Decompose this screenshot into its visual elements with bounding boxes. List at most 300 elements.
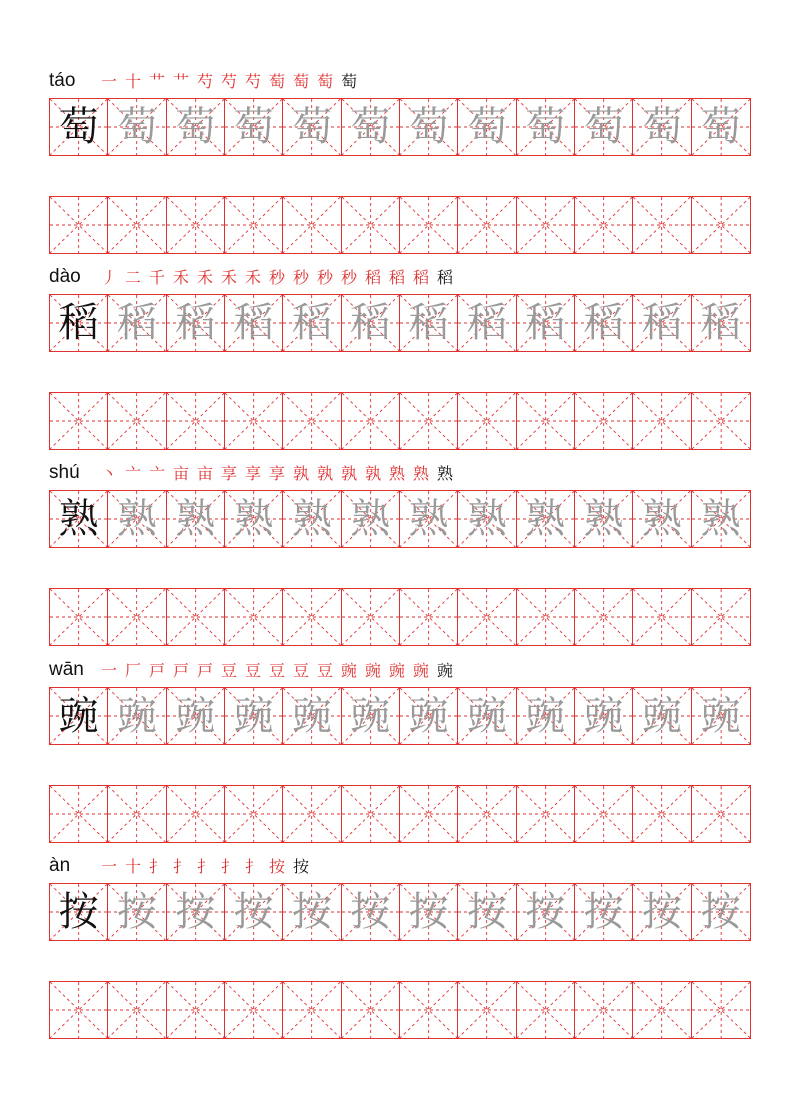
mi-grid-guide xyxy=(458,786,515,842)
model-character: 按 xyxy=(58,889,99,935)
mi-grid-guide xyxy=(108,982,165,1038)
pinyin-label: dào xyxy=(49,266,81,287)
mi-grid-guide xyxy=(692,393,750,449)
trace-character: 熟 xyxy=(291,496,332,542)
trace-character: 萄 xyxy=(525,104,566,150)
trace-character: 熟 xyxy=(700,496,741,542)
grid-cell[interactable] xyxy=(400,786,458,842)
trace-character: 萄 xyxy=(175,104,216,150)
grid-cell[interactable] xyxy=(108,197,166,253)
mi-grid-guide xyxy=(342,589,399,645)
grid-cell[interactable] xyxy=(633,688,691,744)
grid-cell[interactable] xyxy=(400,688,458,744)
trace-character: 豌 xyxy=(700,693,741,739)
grid-cell[interactable] xyxy=(400,99,458,155)
mi-grid-guide xyxy=(283,393,340,449)
grid-cell[interactable] xyxy=(458,786,516,842)
mi-grid-guide xyxy=(225,393,282,449)
mi-grid-guide xyxy=(400,786,457,842)
grid-cell[interactable] xyxy=(108,688,166,744)
trace-character: 熟 xyxy=(408,496,449,542)
grid-cell[interactable] xyxy=(225,982,283,1038)
stroke-step: 亩 xyxy=(196,464,213,483)
grid-cell[interactable] xyxy=(517,786,575,842)
grid-cell[interactable] xyxy=(167,197,225,253)
stroke-step: 豌 xyxy=(340,661,357,680)
grid-cell[interactable] xyxy=(50,884,108,940)
grid-cell[interactable] xyxy=(400,884,458,940)
stroke-step: 一 xyxy=(100,72,117,91)
grid-cell[interactable] xyxy=(283,99,341,155)
mi-grid-guide xyxy=(458,393,515,449)
mi-grid-guide xyxy=(225,786,282,842)
stroke-step: 稻 xyxy=(412,268,429,287)
mi-grid-guide xyxy=(167,982,224,1038)
tracing-grid-row xyxy=(49,883,751,941)
stroke-step: 熟 xyxy=(388,464,405,483)
stroke-step: 十 xyxy=(124,857,141,876)
grid-cell[interactable] xyxy=(50,982,108,1038)
trace-character: 稻 xyxy=(700,300,741,346)
mi-grid-guide xyxy=(283,982,340,1038)
mi-grid-guide xyxy=(342,982,399,1038)
grid-cell[interactable] xyxy=(692,589,750,645)
pinyin-label: wān xyxy=(49,659,84,680)
grid-cell[interactable] xyxy=(692,393,750,449)
grid-cell[interactable] xyxy=(517,393,575,449)
grid-cell[interactable] xyxy=(167,589,225,645)
trace-character: 萄 xyxy=(466,104,507,150)
stroke-step: 秒 xyxy=(268,268,285,287)
stroke-step: 孰 xyxy=(316,464,333,483)
trace-character: 稻 xyxy=(641,300,682,346)
grid-cell[interactable] xyxy=(458,982,516,1038)
grid-cell[interactable] xyxy=(575,99,633,155)
mi-grid-guide xyxy=(50,393,107,449)
grid-cell[interactable] xyxy=(692,982,750,1038)
pinyin-label: táo xyxy=(49,70,76,91)
stroke-step: 厂 xyxy=(124,661,141,680)
grid-cell[interactable] xyxy=(108,99,166,155)
stroke-step: 扌 xyxy=(148,857,165,876)
mi-grid-guide xyxy=(400,589,457,645)
grid-cell[interactable] xyxy=(283,197,341,253)
grid-cell[interactable] xyxy=(342,197,400,253)
grid-cell[interactable] xyxy=(225,295,283,351)
stroke-step: 亠 xyxy=(148,464,165,483)
grid-cell[interactable] xyxy=(575,688,633,744)
grid-cell[interactable] xyxy=(283,393,341,449)
grid-cell[interactable] xyxy=(575,197,633,253)
stroke-step: 豆 xyxy=(316,661,333,680)
grid-cell[interactable] xyxy=(342,99,400,155)
mi-grid-guide xyxy=(575,982,632,1038)
mi-grid-guide xyxy=(342,393,399,449)
stroke-order xyxy=(97,464,457,484)
grid-cell[interactable] xyxy=(225,589,283,645)
stroke-step: 戸 xyxy=(172,661,189,680)
stroke-step: 稻 xyxy=(436,268,453,287)
grid-cell[interactable] xyxy=(575,491,633,547)
mi-grid-guide xyxy=(575,786,632,842)
grid-cell[interactable] xyxy=(50,786,108,842)
mi-grid-guide xyxy=(633,786,690,842)
trace-character: 萄 xyxy=(641,104,682,150)
trace-character: 按 xyxy=(583,889,624,935)
tracing-grid-row xyxy=(49,294,751,352)
grid-cell[interactable] xyxy=(400,295,458,351)
trace-character: 熟 xyxy=(116,496,157,542)
stroke-step: 豌 xyxy=(436,661,453,680)
grid-cell[interactable] xyxy=(692,491,750,547)
mi-grid-guide xyxy=(167,786,224,842)
grid-cell[interactable] xyxy=(225,393,283,449)
grid-cell[interactable] xyxy=(517,295,575,351)
pinyin-label: shú xyxy=(49,462,80,483)
grid-cell[interactable] xyxy=(342,982,400,1038)
grid-cell[interactable] xyxy=(400,982,458,1038)
stroke-step: 禾 xyxy=(172,268,189,287)
grid-cell[interactable] xyxy=(458,393,516,449)
grid-cell[interactable] xyxy=(458,491,516,547)
grid-cell[interactable] xyxy=(633,295,691,351)
grid-cell[interactable] xyxy=(283,589,341,645)
mi-grid-guide xyxy=(108,197,165,253)
grid-cell[interactable] xyxy=(458,295,516,351)
grid-cell[interactable] xyxy=(342,295,400,351)
trace-character: 按 xyxy=(350,889,391,935)
stroke-step: 芍 xyxy=(244,72,261,91)
grid-cell[interactable] xyxy=(50,197,108,253)
grid-cell[interactable] xyxy=(167,393,225,449)
grid-cell[interactable] xyxy=(692,197,750,253)
stroke-step: 艹 xyxy=(148,72,165,91)
grid-cell[interactable] xyxy=(575,786,633,842)
grid-cell[interactable] xyxy=(342,786,400,842)
stroke-step: 二 xyxy=(124,268,141,287)
mi-grid-guide xyxy=(633,589,690,645)
grid-cell[interactable] xyxy=(517,982,575,1038)
trace-character: 熟 xyxy=(641,496,682,542)
grid-cell[interactable] xyxy=(50,491,108,547)
model-character: 稻 xyxy=(58,300,99,346)
mi-grid-guide xyxy=(50,589,107,645)
trace-character: 豌 xyxy=(116,693,157,739)
mi-grid-guide xyxy=(575,393,632,449)
character-header xyxy=(49,262,457,288)
trace-character: 豌 xyxy=(641,693,682,739)
grid-cell[interactable] xyxy=(517,884,575,940)
grid-cell[interactable] xyxy=(633,786,691,842)
stroke-step: 亠 xyxy=(124,464,141,483)
trace-character: 按 xyxy=(700,889,741,935)
grid-cell[interactable] xyxy=(167,99,225,155)
mi-grid-guide xyxy=(517,982,574,1038)
trace-character: 稻 xyxy=(583,300,624,346)
character-block xyxy=(0,458,800,648)
grid-cell[interactable] xyxy=(225,197,283,253)
stroke-step: 豆 xyxy=(244,661,261,680)
trace-character: 萄 xyxy=(350,104,391,150)
stroke-step: 禾 xyxy=(196,268,213,287)
character-header xyxy=(49,458,457,484)
grid-cell[interactable] xyxy=(458,99,516,155)
stroke-step: 豌 xyxy=(412,661,429,680)
stroke-step: 艹 xyxy=(172,72,189,91)
mi-grid-guide xyxy=(50,786,107,842)
mi-grid-guide xyxy=(692,786,750,842)
grid-cell[interactable] xyxy=(400,491,458,547)
stroke-step: 享 xyxy=(244,464,261,483)
trace-character: 按 xyxy=(408,889,449,935)
grid-cell[interactable] xyxy=(692,786,750,842)
grid-cell[interactable] xyxy=(633,491,691,547)
stroke-step: 萄 xyxy=(316,72,333,91)
character-block xyxy=(0,655,800,845)
mi-grid-guide xyxy=(50,197,107,253)
tracing-grid-row xyxy=(49,490,751,548)
stroke-order xyxy=(97,72,361,92)
character-block xyxy=(0,262,800,452)
stroke-step: 熟 xyxy=(436,464,453,483)
trace-character: 按 xyxy=(291,889,332,935)
mi-grid-guide xyxy=(283,786,340,842)
trace-character: 萄 xyxy=(291,104,332,150)
mi-grid-guide xyxy=(225,589,282,645)
stroke-step: 丿 xyxy=(100,268,117,287)
mi-grid-guide xyxy=(575,197,632,253)
grid-cell[interactable] xyxy=(458,688,516,744)
stroke-step: 秒 xyxy=(340,268,357,287)
grid-cell[interactable] xyxy=(517,491,575,547)
grid-cell[interactable] xyxy=(108,393,166,449)
grid-cell[interactable] xyxy=(108,982,166,1038)
grid-cell[interactable] xyxy=(692,99,750,155)
trace-character: 按 xyxy=(175,889,216,935)
mi-grid-guide xyxy=(342,197,399,253)
trace-character: 豌 xyxy=(525,693,566,739)
trace-character: 按 xyxy=(233,889,274,935)
grid-cell[interactable] xyxy=(633,393,691,449)
trace-character: 萄 xyxy=(116,104,157,150)
trace-character: 稻 xyxy=(116,300,157,346)
stroke-step: 扌 xyxy=(196,857,213,876)
grid-cell[interactable] xyxy=(50,688,108,744)
mi-grid-guide xyxy=(167,393,224,449)
tracing-grid-row xyxy=(49,687,751,745)
mi-grid-guide xyxy=(50,982,107,1038)
grid-cell[interactable] xyxy=(458,884,516,940)
stroke-order xyxy=(97,268,457,288)
stroke-step: 按 xyxy=(292,857,309,876)
mi-grid-guide xyxy=(517,589,574,645)
grid-cell[interactable] xyxy=(283,786,341,842)
grid-cell[interactable] xyxy=(458,197,516,253)
grid-cell[interactable] xyxy=(283,491,341,547)
mi-grid-guide xyxy=(225,197,282,253)
trace-character: 豌 xyxy=(583,693,624,739)
stroke-step: 扌 xyxy=(172,857,189,876)
mi-grid-guide xyxy=(400,197,457,253)
grid-cell[interactable] xyxy=(167,688,225,744)
grid-cell[interactable] xyxy=(575,982,633,1038)
trace-character: 萄 xyxy=(700,104,741,150)
grid-cell[interactable] xyxy=(167,982,225,1038)
grid-cell[interactable] xyxy=(692,884,750,940)
blank-grid-row xyxy=(49,785,751,843)
grid-cell[interactable] xyxy=(517,688,575,744)
stroke-step: 戸 xyxy=(148,661,165,680)
grid-cell[interactable] xyxy=(342,688,400,744)
grid-cell[interactable] xyxy=(50,393,108,449)
mi-grid-guide xyxy=(167,197,224,253)
mi-grid-guide xyxy=(108,393,165,449)
trace-character: 熟 xyxy=(583,496,624,542)
grid-cell[interactable] xyxy=(50,99,108,155)
trace-character: 熟 xyxy=(233,496,274,542)
trace-character: 豌 xyxy=(466,693,507,739)
grid-cell[interactable] xyxy=(517,99,575,155)
grid-cell[interactable] xyxy=(167,786,225,842)
grid-cell[interactable] xyxy=(167,491,225,547)
grid-cell[interactable] xyxy=(517,197,575,253)
grid-cell[interactable] xyxy=(283,295,341,351)
grid-cell[interactable] xyxy=(108,786,166,842)
trace-character: 豌 xyxy=(175,693,216,739)
grid-cell[interactable] xyxy=(225,688,283,744)
grid-cell[interactable] xyxy=(108,295,166,351)
stroke-step: 稻 xyxy=(388,268,405,287)
mi-grid-guide xyxy=(458,197,515,253)
trace-character: 豌 xyxy=(408,693,449,739)
mi-grid-guide xyxy=(633,393,690,449)
mi-grid-guide xyxy=(633,982,690,1038)
stroke-step: 一 xyxy=(100,857,117,876)
stroke-step: 享 xyxy=(220,464,237,483)
trace-character: 萄 xyxy=(583,104,624,150)
stroke-step: 秒 xyxy=(292,268,309,287)
stroke-step: 豆 xyxy=(220,661,237,680)
mi-grid-guide xyxy=(283,197,340,253)
character-header xyxy=(49,655,457,681)
mi-grid-guide xyxy=(400,982,457,1038)
grid-cell[interactable] xyxy=(633,589,691,645)
trace-character: 稻 xyxy=(291,300,332,346)
grid-cell[interactable] xyxy=(400,197,458,253)
grid-cell[interactable] xyxy=(283,884,341,940)
grid-cell[interactable] xyxy=(692,688,750,744)
grid-cell[interactable] xyxy=(633,197,691,253)
grid-cell[interactable] xyxy=(517,589,575,645)
grid-cell[interactable] xyxy=(342,393,400,449)
stroke-order xyxy=(97,857,313,877)
grid-cell[interactable] xyxy=(283,688,341,744)
blank-grid-row xyxy=(49,196,751,254)
stroke-step: 享 xyxy=(268,464,285,483)
grid-cell[interactable] xyxy=(400,393,458,449)
blank-grid-row xyxy=(49,392,751,450)
trace-character: 豌 xyxy=(350,693,391,739)
model-character: 熟 xyxy=(58,496,99,542)
stroke-step: 孰 xyxy=(292,464,309,483)
pinyin-label: àn xyxy=(49,855,71,876)
grid-cell[interactable] xyxy=(633,99,691,155)
grid-cell[interactable] xyxy=(575,295,633,351)
trace-character: 稻 xyxy=(350,300,391,346)
stroke-step: 萄 xyxy=(268,72,285,91)
grid-cell[interactable] xyxy=(225,491,283,547)
grid-cell[interactable] xyxy=(575,884,633,940)
stroke-step: 萄 xyxy=(292,72,309,91)
stroke-step: 禾 xyxy=(244,268,261,287)
stroke-step: 豆 xyxy=(268,661,285,680)
mi-grid-guide xyxy=(225,982,282,1038)
grid-cell[interactable] xyxy=(108,589,166,645)
mi-grid-guide xyxy=(692,982,750,1038)
grid-cell[interactable] xyxy=(283,982,341,1038)
grid-cell[interactable] xyxy=(692,295,750,351)
trace-character: 豌 xyxy=(233,693,274,739)
stroke-step: 丶 xyxy=(100,464,117,483)
stroke-step: 豌 xyxy=(388,661,405,680)
stroke-step: 扌 xyxy=(244,857,261,876)
trace-character: 稻 xyxy=(466,300,507,346)
character-header xyxy=(49,851,313,877)
grid-cell[interactable] xyxy=(167,884,225,940)
grid-cell[interactable] xyxy=(108,884,166,940)
grid-cell[interactable] xyxy=(50,589,108,645)
mi-grid-guide xyxy=(400,393,457,449)
trace-character: 熟 xyxy=(466,496,507,542)
stroke-step: 孰 xyxy=(340,464,357,483)
grid-cell[interactable] xyxy=(633,982,691,1038)
grid-cell[interactable] xyxy=(342,589,400,645)
trace-character: 熟 xyxy=(350,496,391,542)
trace-character: 稻 xyxy=(525,300,566,346)
mi-grid-guide xyxy=(692,197,750,253)
trace-character: 熟 xyxy=(525,496,566,542)
mi-grid-guide xyxy=(108,589,165,645)
character-header xyxy=(49,66,361,92)
grid-cell[interactable] xyxy=(108,491,166,547)
grid-cell[interactable] xyxy=(458,589,516,645)
grid-cell[interactable] xyxy=(342,491,400,547)
grid-cell[interactable] xyxy=(575,589,633,645)
grid-cell[interactable] xyxy=(575,393,633,449)
mi-grid-guide xyxy=(575,589,632,645)
grid-cell[interactable] xyxy=(50,295,108,351)
stroke-step: 芍 xyxy=(220,72,237,91)
stroke-step: 按 xyxy=(268,857,285,876)
model-character: 萄 xyxy=(58,104,99,150)
grid-cell[interactable] xyxy=(342,884,400,940)
grid-cell[interactable] xyxy=(633,884,691,940)
grid-cell[interactable] xyxy=(225,884,283,940)
trace-character: 按 xyxy=(116,889,157,935)
grid-cell[interactable] xyxy=(167,295,225,351)
trace-character: 按 xyxy=(466,889,507,935)
blank-grid-row xyxy=(49,981,751,1039)
mi-grid-guide xyxy=(517,197,574,253)
trace-character: 萄 xyxy=(408,104,449,150)
grid-cell[interactable] xyxy=(400,589,458,645)
mi-grid-guide xyxy=(517,786,574,842)
stroke-step: 豆 xyxy=(292,661,309,680)
grid-cell[interactable] xyxy=(225,786,283,842)
grid-cell[interactable] xyxy=(225,99,283,155)
stroke-step: 稻 xyxy=(364,268,381,287)
mi-grid-guide xyxy=(633,197,690,253)
